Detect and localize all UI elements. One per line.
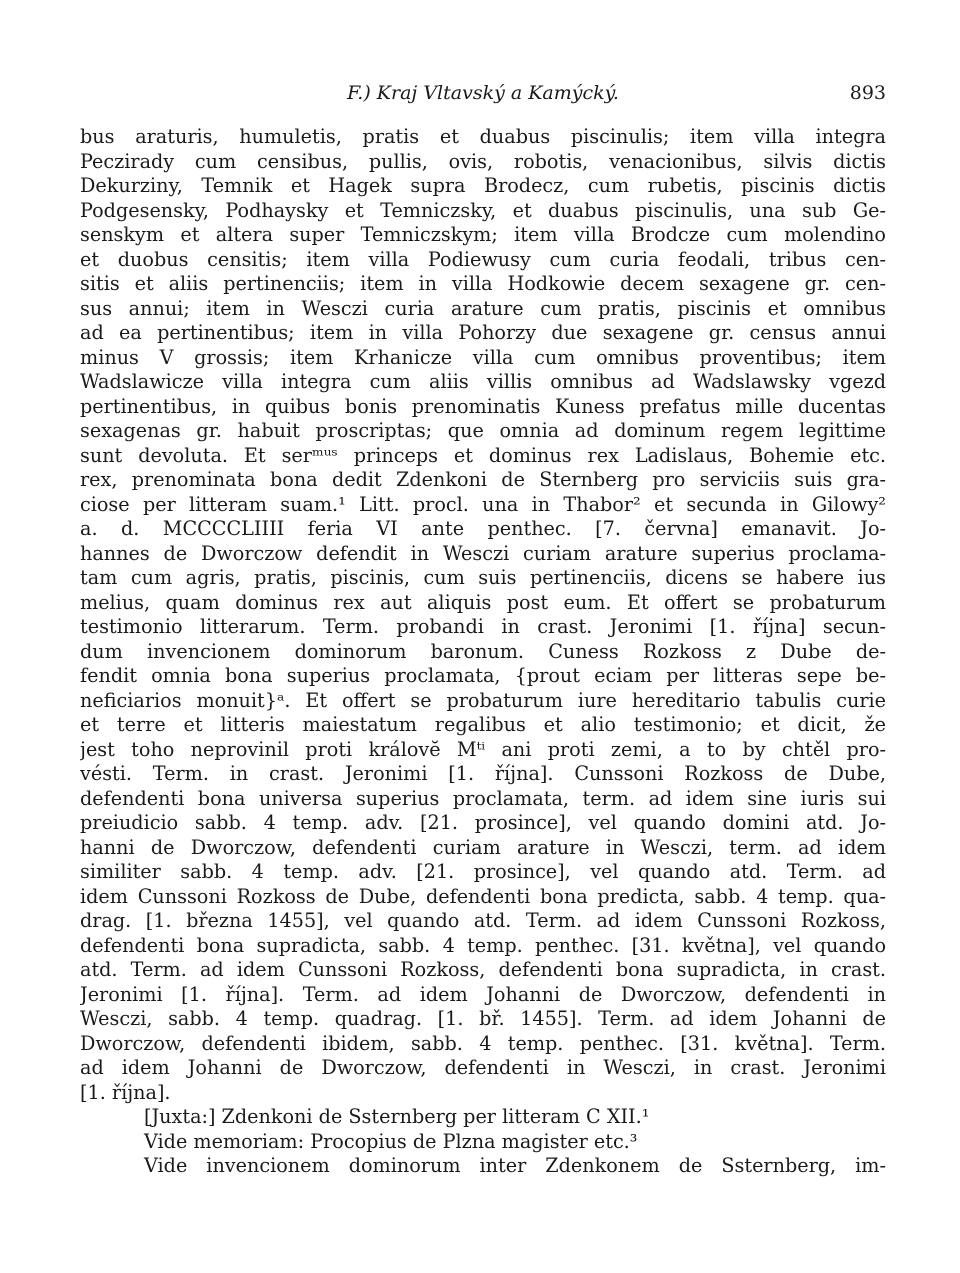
text-line: drag. [1. března 1455], vel quando atd. Term. ad idem Cunssoni Rozkoss, <box>80 909 886 932</box>
text-line: tam cum agris, pratis, piscinis, cum suis pertinenciis, dicens se habere ius <box>80 566 886 589</box>
text-line: dum invencionem dominorum baronum. Cuness Rozkoss z Dube de- <box>80 639 886 663</box>
text-line: Vide memoriam: Procopius de Plzna magister etc.³ <box>144 1129 638 1153</box>
text-line: ciose per litteram suam.¹ Litt. procl. una in Thabor² et secunda in Gilowy² <box>80 492 886 516</box>
text-line: neficiarios monuit}ᵃ. Et offert se probaturum iure hereditario tabulis curie <box>80 688 886 712</box>
text-line: preiudicio sabb. 4 temp. adv. [21. prosince], vel quando domini atd. Jo- <box>80 811 886 834</box>
text-line: similiter sabb. 4 temp. adv. [21. prosince], vel quando atd. Term. ad <box>80 860 886 883</box>
text-line: fendit omnia bona superius proclamata, {prout eciam per litteras sepe be- <box>80 664 886 687</box>
text-line: Wadslawicze villa integra cum aliis villis omnibus ad Wadslawsky vgezd <box>80 370 886 393</box>
text-line: melius, quam dominus rex aut aliquis post eum. Et offert se probaturum <box>80 590 886 614</box>
text-line: defendenti bona universa superius proclamata, term. ad idem sine iuris sui <box>80 786 886 810</box>
text-line: defendenti bona supradicta, sabb. 4 temp. penthec. [31. května], vel quando <box>80 933 886 957</box>
text-line: hannes de Dworczow defendit in Wesczi curiam arature superius proclama- <box>80 541 886 565</box>
text-line: sexagenas gr. habuit proscriptas; que omnia ad dominum regem legittime <box>80 419 886 442</box>
text-line: testimonio litterarum. Term. probandi in crast. Jeronimi [1. října] secun- <box>80 615 886 638</box>
text-line: sus annui; item in Wesczi curia arature cum pratis, piscinis et omnibus <box>80 296 886 320</box>
text-line: Jeronimi [1. října]. Term. ad idem Johanni de Dworczow, defendenti in <box>80 982 886 1006</box>
text-line: minus V grossis; item Krhanicze villa cum omnibus proventibus; item <box>80 345 886 369</box>
text-line: et terre et litteris maiestatum regalibus et alio testimonio; et dicit, že <box>80 713 886 736</box>
text-line: atd. Term. ad idem Cunssoni Rozkoss, defendenti bona supradicta, in crast. <box>80 958 886 981</box>
text-line: [1. října]. <box>80 1080 171 1104</box>
text-line: Wesczi, sabb. 4 temp. quadrag. [1. bř. 1455]. Term. ad idem Johanni de <box>80 1007 886 1030</box>
text-line: Peczirady cum censibus, pullis, ovis, robotis, venacionibus, silvis dictis <box>80 149 886 173</box>
text-line: ad ea pertinentibus; item in villa Pohorzy due sexagene gr. census annui <box>80 321 886 344</box>
text-line: idem Cunssoni Rozkoss de Dube, defendenti bona predicta, sabb. 4 temp. qua- <box>80 884 886 908</box>
text-line: Podgesensky, Podhaysky et Temniczsky, et duabus piscinulis, una sub Ge- <box>80 198 886 222</box>
body-text <box>80 125 886 1179</box>
page-number: 893 <box>849 82 886 104</box>
text-line: senskym et altera super Temniczskym; item villa Brodcze cum molendino <box>80 223 886 246</box>
text-line: [Juxta:] Zdenkoni de Ssternberg per litteram C XII.¹ <box>144 1105 650 1128</box>
text-line: Vide invencionem dominorum inter Zdenkonem de Ssternberg, im- <box>144 1154 886 1177</box>
text-line: pertinentibus, in quibus bonis prenominatis Kuness prefatus mille ducentas <box>80 394 886 418</box>
text-line: vésti. Term. in crast. Jeronimi [1. října]. Cunssoni Rozkoss de Dube, <box>80 762 886 785</box>
text-line: Dekurziny, Temnik et Hagek supra Brodecz, cum rubetis, piscinis dictis <box>80 174 886 197</box>
text-line: sunt devoluta. Et serᵐᵘˢ princeps et dominus rex Ladislaus, Bohemie etc. <box>80 443 886 467</box>
text-line: hanni de Dworczow, defendenti curiam arature in Wesczi, term. ad idem <box>80 835 886 859</box>
page-header <box>80 82 886 112</box>
text-line: Dworczow, defendenti ibidem, sabb. 4 temp. penthec. [31. května]. Term. <box>80 1031 886 1055</box>
text-line: rex, prenominata bona dedit Zdenkoni de Sternberg pro serviciis suis gra- <box>80 468 886 491</box>
text-line: jest toho neprovinil proti královĕ Mᵗⁱ ani proti zemi, a to by chtěl pro- <box>80 737 886 761</box>
text-line: a. d. MCCCCLIIII feria VI ante penthec. [7. červnа] emanavit. Jo- <box>80 517 886 540</box>
text-line: et duobus censitis; item villa Podiewusy cum curia feodali, tribus cen- <box>80 247 886 271</box>
text-line: sitis et aliis pertinenciis; item in villa Hodkowie decem sexagene gr. cen- <box>80 272 886 295</box>
running-title: F.) Kraj Vltavský a Kamýcký. <box>347 82 619 104</box>
text-line: bus araturis, humuletis, pratis et duabus piscinulis; item villa integra <box>80 125 886 148</box>
text-line: ad idem Johanni de Dworczow, defendenti in Wesczi, in crast. Jeronimi <box>80 1056 886 1079</box>
